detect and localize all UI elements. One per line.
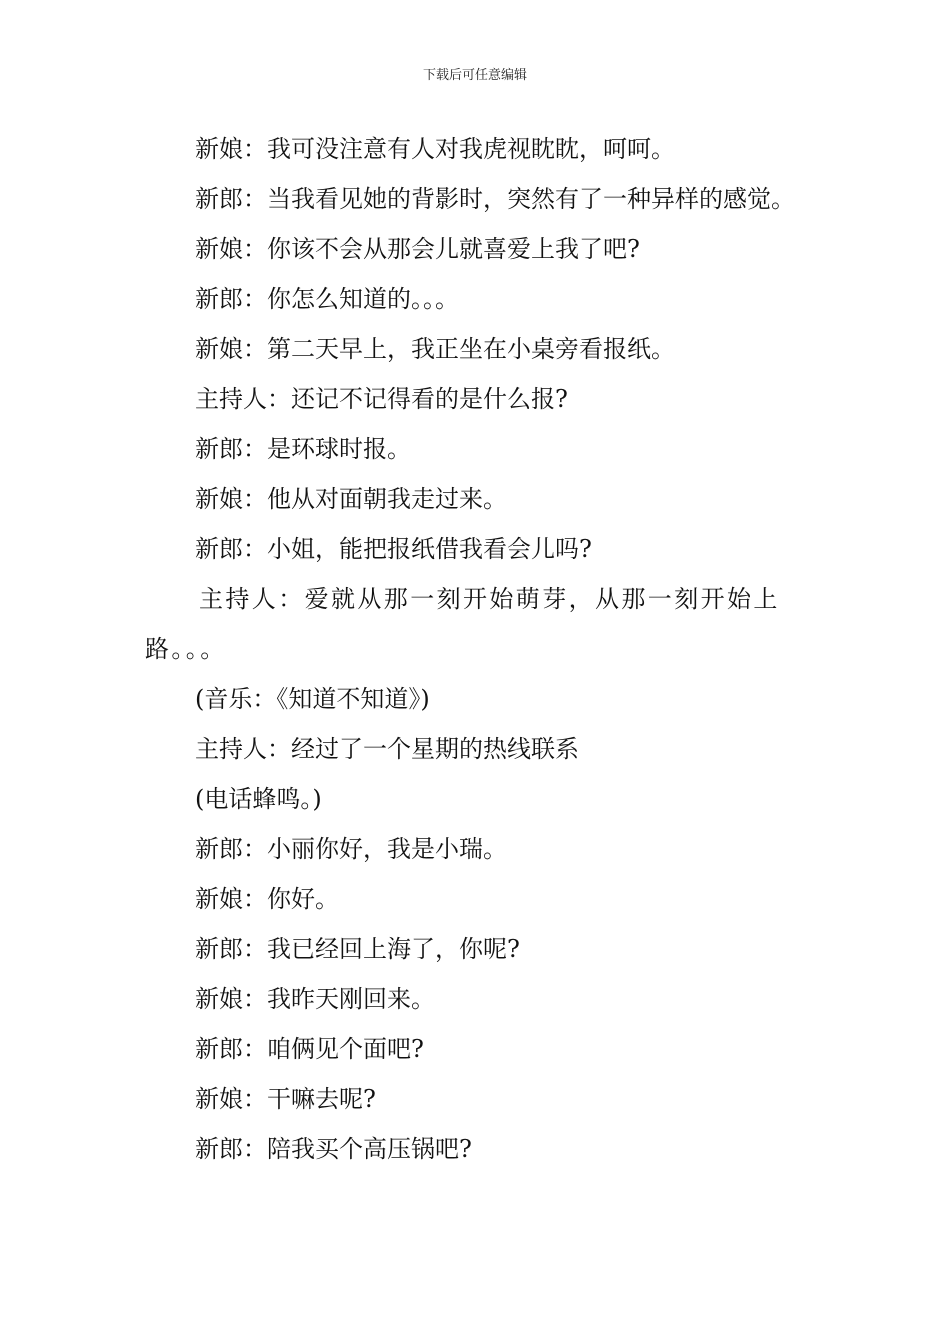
dialogue-line: 新娘：第二天早上，我正坐在小桌旁看报纸。 xyxy=(195,335,675,363)
stage-direction: (音乐：《知道不知道》) xyxy=(195,685,430,713)
dialogue-line: 新郎：咱俩见个面吧? xyxy=(195,1035,424,1063)
dialogue-line: 新娘：我昨天刚回来。 xyxy=(195,985,435,1013)
dialogue-line: 新娘：我可没注意有人对我虎视眈眈，呵呵。 xyxy=(195,135,675,163)
dialogue-line: 新娘：你好。 xyxy=(195,885,339,913)
dialogue-line: 新娘：干嘛去呢? xyxy=(195,1085,376,1113)
dialogue-line: 主持人：还记不记得看的是什么报? xyxy=(195,385,568,413)
dialogue-line: 新郎：我已经回上海了，你呢? xyxy=(195,935,520,963)
dialogue-line: 新郎：你怎么知道的。。。 xyxy=(195,285,459,313)
dialogue-line: 新郎：小丽你好，我是小瑞。 xyxy=(195,835,507,863)
dialogue-line: 新娘：你该不会从那会儿就喜爱上我了吧? xyxy=(195,235,640,263)
stage-direction: (电话蜂鸣。) xyxy=(195,785,322,813)
dialogue-line: 新郎：陪我买个高压锅吧? xyxy=(195,1135,472,1163)
dialogue-line: 新郎：小姐，能把报纸借我看会儿吗? xyxy=(195,535,592,563)
dialogue-line: 新郎：是环球时报。 xyxy=(195,435,411,463)
dialogue-line: 新娘：他从对面朝我走过来。 xyxy=(195,485,507,513)
dialogue-line: 新郎：当我看见她的背影时，突然有了一种异样的感觉。 xyxy=(195,185,795,213)
page-header-note: 下载后可任意编辑 xyxy=(422,68,527,83)
document-body xyxy=(145,124,810,1174)
dialogue-line: 主持人：经过了一个星期的热线联系 xyxy=(195,735,579,763)
dialogue-line: 主持人：爱就从那一刻开始萌芽，从那一刻开始上路。。。 xyxy=(145,585,780,663)
